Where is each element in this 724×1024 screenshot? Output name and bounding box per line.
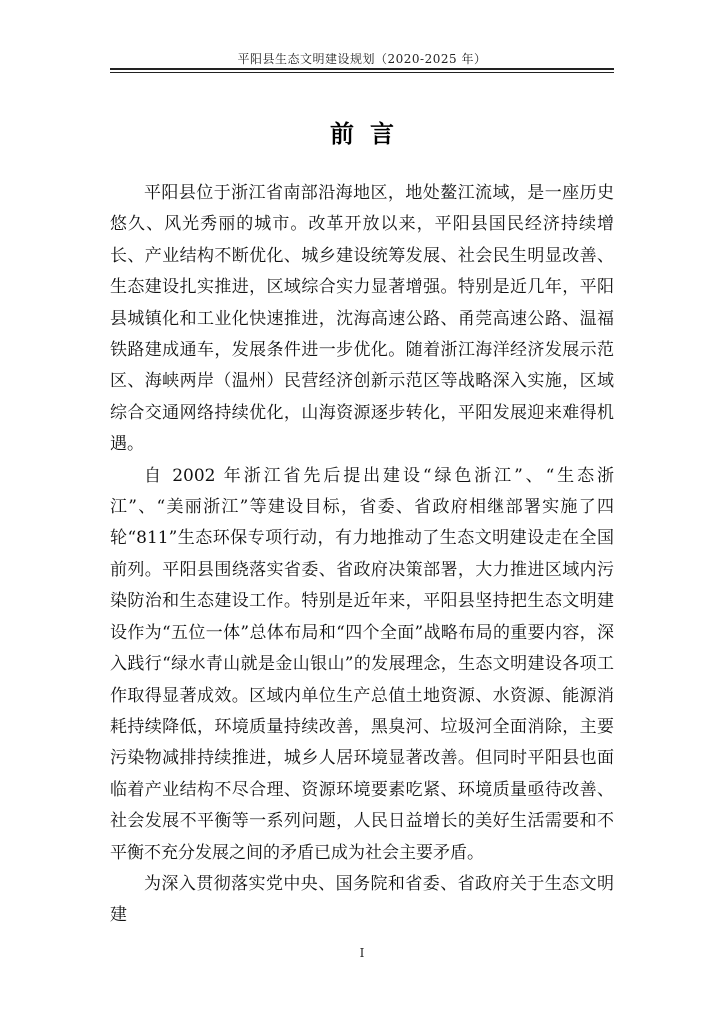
body-text xyxy=(110,178,614,932)
page-title: 前言 xyxy=(330,119,410,148)
header-rule-thin xyxy=(110,72,614,73)
header-rule-thick xyxy=(110,68,614,70)
paragraph-1: 平阳县位于浙江省南部沿海地区，地处鳌江流域，是一座历史悠久、风光秀丽的城市。改革开放以来，平阳县国民经济持续增长、产业结构不断优化、城乡建设统筹发展、社会民生明显改善、生态建设扎实推进，区域综合实力显著增强。特别是近几年，平阳县城镇化和工业化快速推进，沈海高速公路、甬莞高速公路、温福铁路建成通车，发展条件进一步优化。随着浙江海洋经济发展示范区、海峡两岸（温州）民营经济创新示范区等战略深入实施，区域综合交通网络持续优化，山海资源逐步转化，平阳发展迎来难得机遇。 xyxy=(110,183,614,455)
paragraph-2: 自 2002 年浙江省先后提出建设“绿色浙江”、“生态浙江”、“美丽浙江”等建设目标，省委、省政府相继部署实施了四轮“811”生态环保专项行动，有力地推动了生态文明建设走在全国前列。平阳县围绕落实省委、省政府决策部署，大力推进区域内污染防治和生态建设工作。特别是近年来，平阳县坚持把生态文明建设作为“五位一体”总体布局和“四个全面”战略布局的重要内容，深入践行“绿水青山就是金山银山”的发展理念，生态文明建设各项工作取得显著成效。区域内单位生产总值土地资源、水资源、能源消耗持续降低，环境质量持续改善，黑臭河、垃圾河全面消除，主要污染物减排持续推进，城乡人居环境显著改善。但同时平阳县也面临着产业结构不尽合理、资源环境要素吃紧、环境质量亟待改善、社会发展不平衡等一系列问题，人民日益增长的美好生活需要和不平衡不充分发展之间的矛盾已成为社会主要矛盾。 xyxy=(110,465,614,863)
page-number: I xyxy=(359,946,365,960)
paragraph-3: 为深入贯彻落实党中央、国务院和省委、省政府关于生态文明建 xyxy=(110,873,614,926)
running-header: 平阳县生态文明建设规划（2020-2025 年） xyxy=(237,52,487,66)
